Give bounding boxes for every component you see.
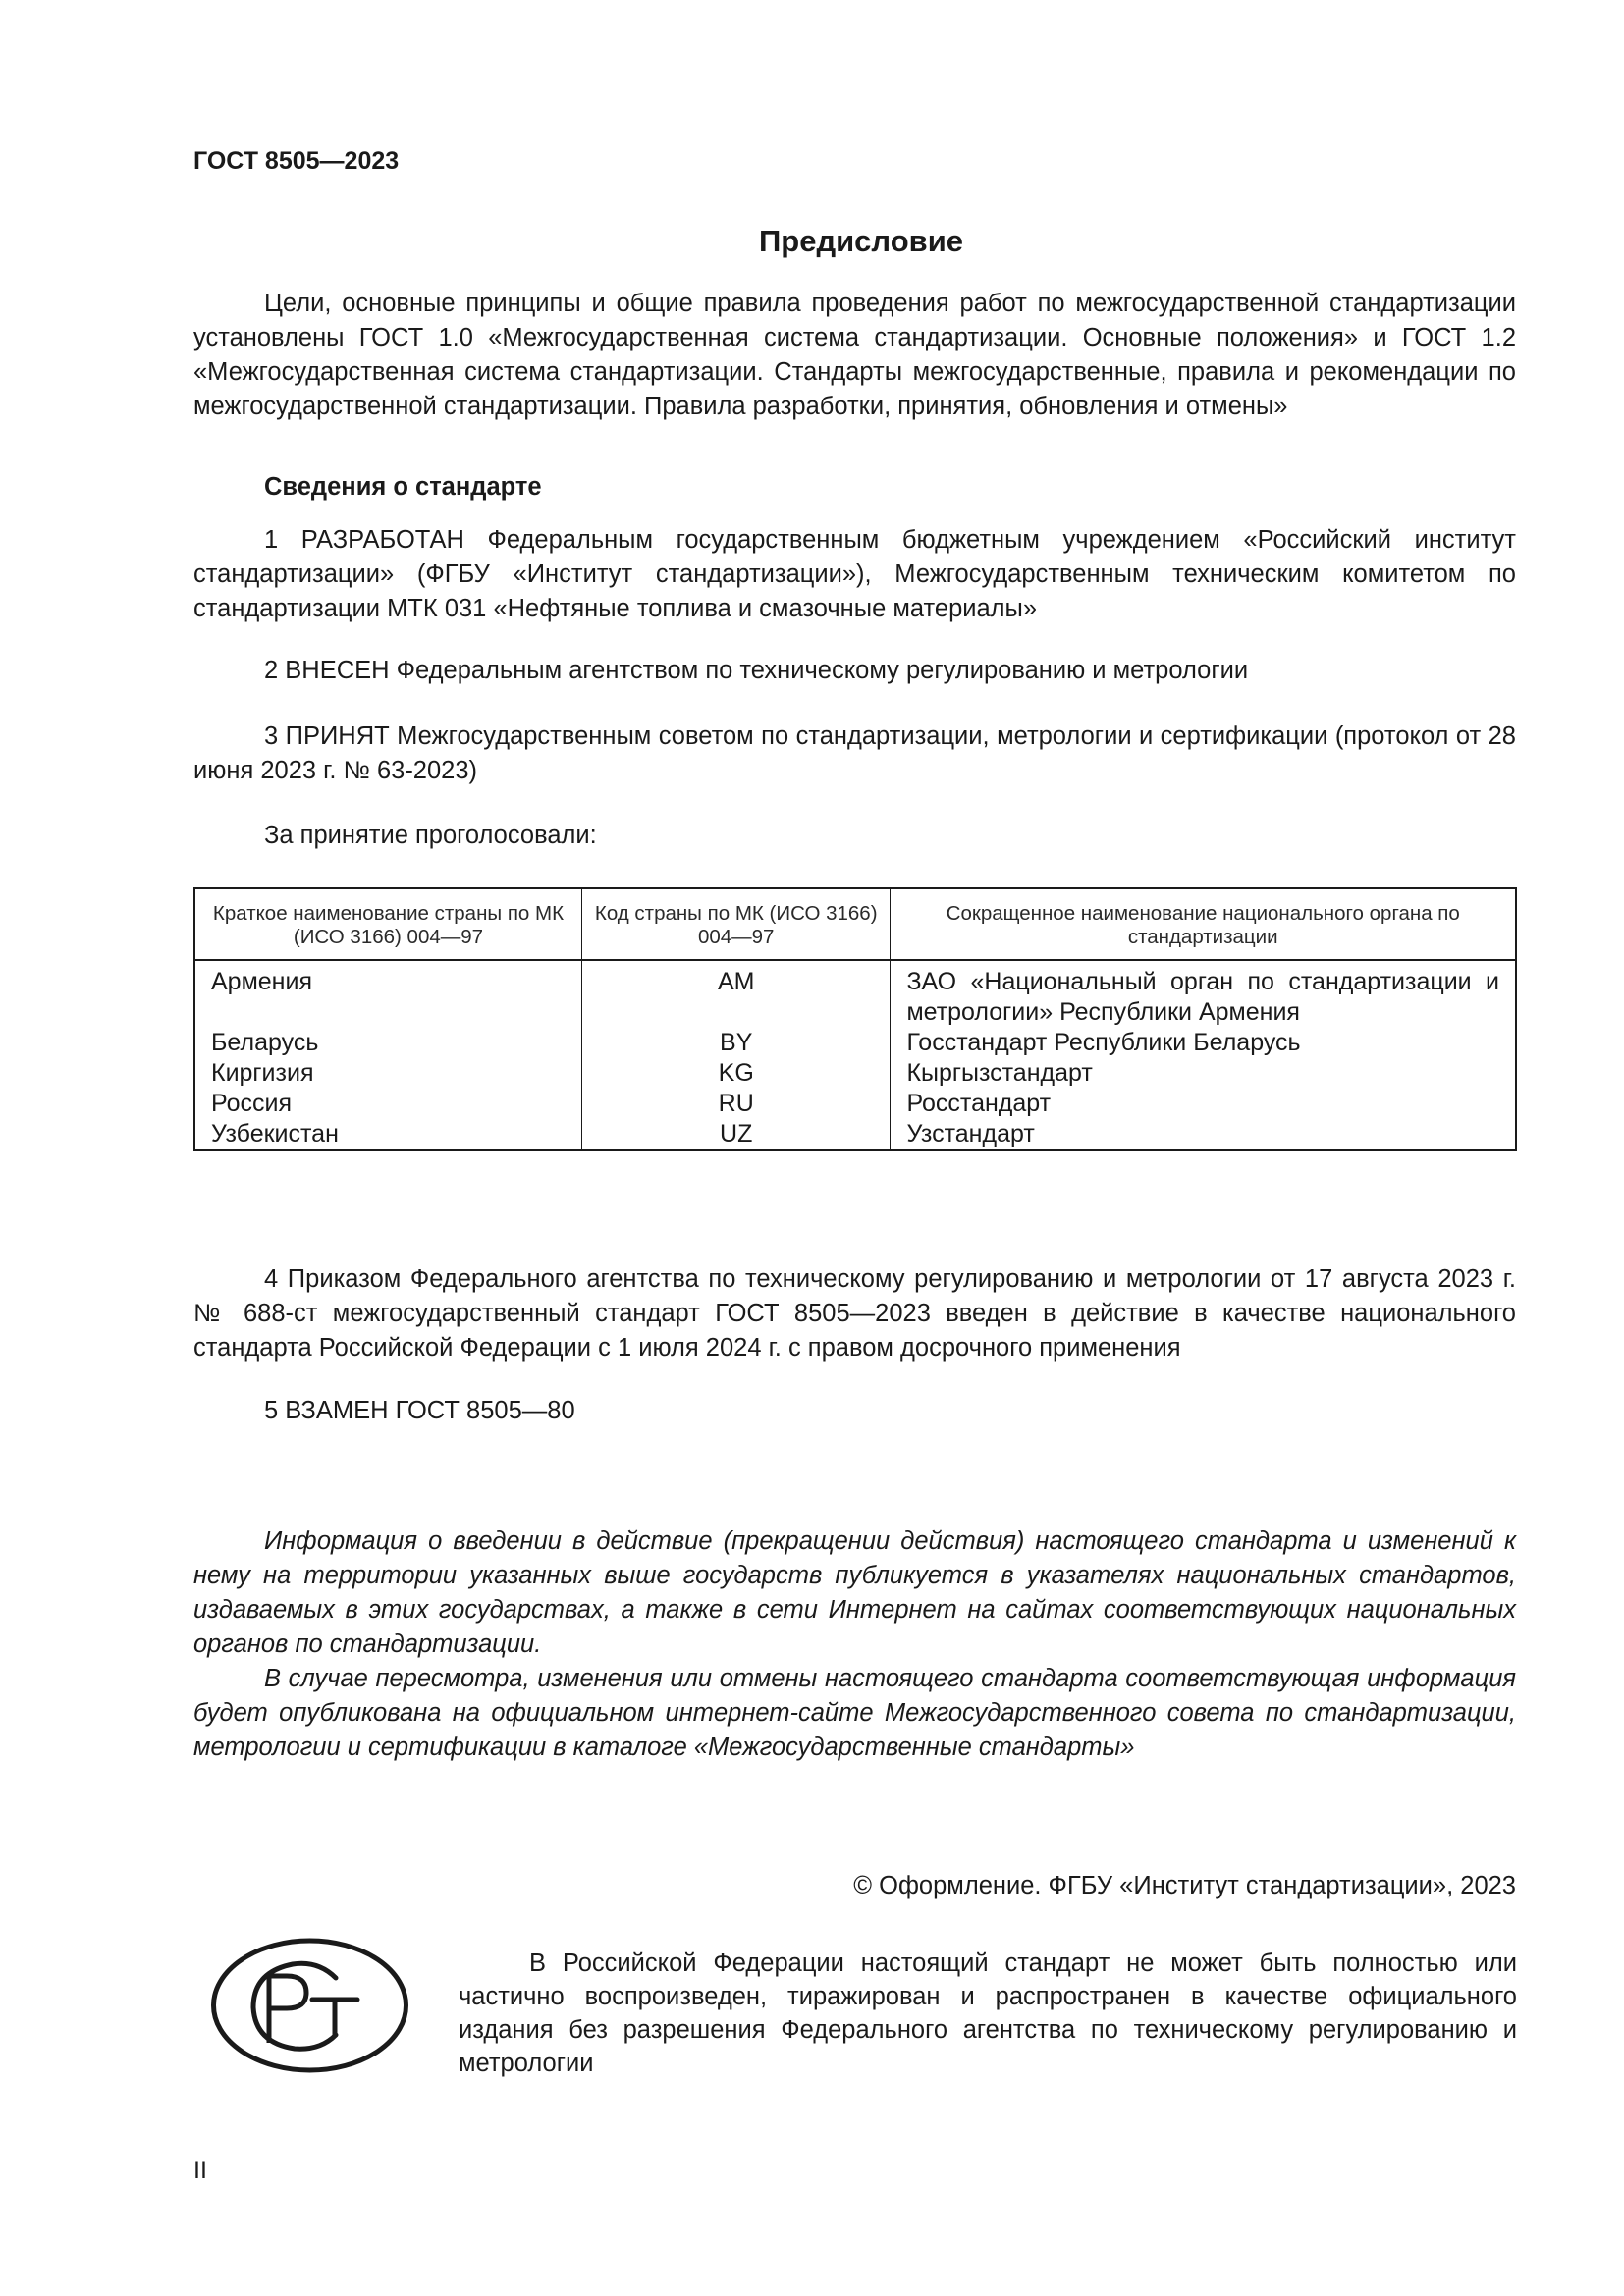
organization-cell: Узстандарт <box>891 1119 1516 1150</box>
item-5: 5 ВЗАМЕН ГОСТ 8505—80 <box>264 1397 575 1424</box>
info-heading: Сведения о стандарте <box>264 473 542 501</box>
copyright-line: © Оформление. ФГБУ «Институт стандартизации», 2023 <box>853 1872 1516 1899</box>
country-cell: Россия <box>194 1089 581 1119</box>
code-cell: UZ <box>581 1119 890 1150</box>
info-heading-section <box>193 470 1516 505</box>
item-1-section <box>193 523 1516 626</box>
member-states-table <box>193 887 1517 1151</box>
table-row <box>194 1119 1516 1150</box>
country-cell: Армения <box>194 960 581 1028</box>
intro-paragraph: Цели, основные принципы и общие правила проведения работ по межгосударственной стандартизации установлены ГОСТ 1.0 «Межгосударственная система стандартизации. Основные положения» и ГОСТ 1.2 «Межгосударственная система стандартизации. Стандарты межгосударственные, правила и рекомендации по межгосударственной стандартизации. Правила разработки, принятия, обновления и отмены» <box>193 290 1516 420</box>
logo-graphic <box>210 1937 409 2074</box>
table-row <box>194 1089 1516 1119</box>
code-cell: BY <box>581 1028 890 1058</box>
vote-label: За принятие проголосовали: <box>264 822 597 849</box>
item-1: 1 РАЗРАБОТАН Федеральным государственным бюджетным учреждением «Российский институт стандартизации» (ФГБУ «Институт стандартизации»), Межгосударственным техническим комитетом по стандартизации МТК 031 «Нефтяные топлива и смазочные материалы» <box>193 526 1516 622</box>
code-cell: RU <box>581 1089 890 1119</box>
header-code: Код страны по МК (ИСО 3166) 004—97 <box>581 888 890 960</box>
country-cell: Беларусь <box>194 1028 581 1058</box>
country-cell: Киргизия <box>194 1058 581 1089</box>
rights-paragraph: В Российской Федерации настоящий стандарт не может быть полностью или частично воспроизведен, тиражирован и распространен в качестве официального издания без разрешения Федерального агентства по техническому регулированию и метрологии <box>459 1949 1517 2077</box>
organization-cell: ЗАО «Национальный орган по стандартизации и метрологии» Республики Армения <box>891 960 1516 1028</box>
table-row <box>194 960 1516 1028</box>
organization-cell: Кыргызстандарт <box>891 1058 1516 1089</box>
page-title: Предисловие <box>758 224 963 258</box>
item-3-section <box>193 720 1516 788</box>
notice-paragraph-2: В случае пересмотра, изменения или отмены настоящего стандарта соответствующая информация будет опубликована на официальном интернет-сайте Межгосударственного совета по стандартизации, метрологии и сертификации в каталоге «Межгосударственные стандарты» <box>193 1665 1516 1761</box>
item-5-section <box>193 1394 1516 1428</box>
header-organization: Сокращенное наименование национального органа по стандартизации <box>891 888 1516 960</box>
header-country: Краткое наименование страны по МК (ИСО 3166) 004—97 <box>194 888 581 960</box>
organization-cell: Росстандарт <box>891 1089 1516 1119</box>
table-row <box>194 1028 1516 1058</box>
gost-r-certification-mark-icon <box>210 1937 409 2074</box>
rights-notice <box>459 1947 1517 2080</box>
intro-section <box>193 287 1516 424</box>
item-4: 4 Приказом Федерального агентства по техническому регулированию и метрологии от 17 августа 2023 г. № 688-ст межгосударственный стандарт ГОСТ 8505—2023 введен в действие в качестве национального стандарта Российской Федерации с 1 июля 2024 г. с правом досрочного применения <box>193 1265 1516 1362</box>
page-number: II <box>193 2157 207 2184</box>
document-header: ГОСТ 8505—2023 <box>193 147 400 175</box>
country-cell: Узбекистан <box>194 1119 581 1150</box>
notice-paragraph-1: Информация о введении в действие (прекращении действия) настоящего стандарта и изменений к нему на территории указанных выше государств публикуется в указателях национальных стандартов, издаваемых в этих государствах, а также в сети Интернет на сайтах соответствующих национальных органов по стандартизации. <box>193 1527 1516 1658</box>
table-header-row <box>194 888 1516 960</box>
item-3: 3 ПРИНЯТ Межгосударственным советом по стандартизации, метрологии и сертификации (протокол от 28 июня 2023 г. № 63-2023) <box>193 722 1516 784</box>
organization-cell: Госстандарт Республики Беларусь <box>891 1028 1516 1058</box>
item-2-section <box>193 654 1516 688</box>
vote-label-section <box>193 819 1516 853</box>
code-cell: AM <box>581 960 890 1028</box>
item-4-section <box>193 1262 1516 1365</box>
code-cell: KG <box>581 1058 890 1089</box>
table-row <box>194 1058 1516 1089</box>
item-2: 2 ВНЕСЕН Федеральным агентством по техническому регулированию и метрологии <box>264 657 1249 684</box>
notice-section <box>193 1524 1516 1765</box>
